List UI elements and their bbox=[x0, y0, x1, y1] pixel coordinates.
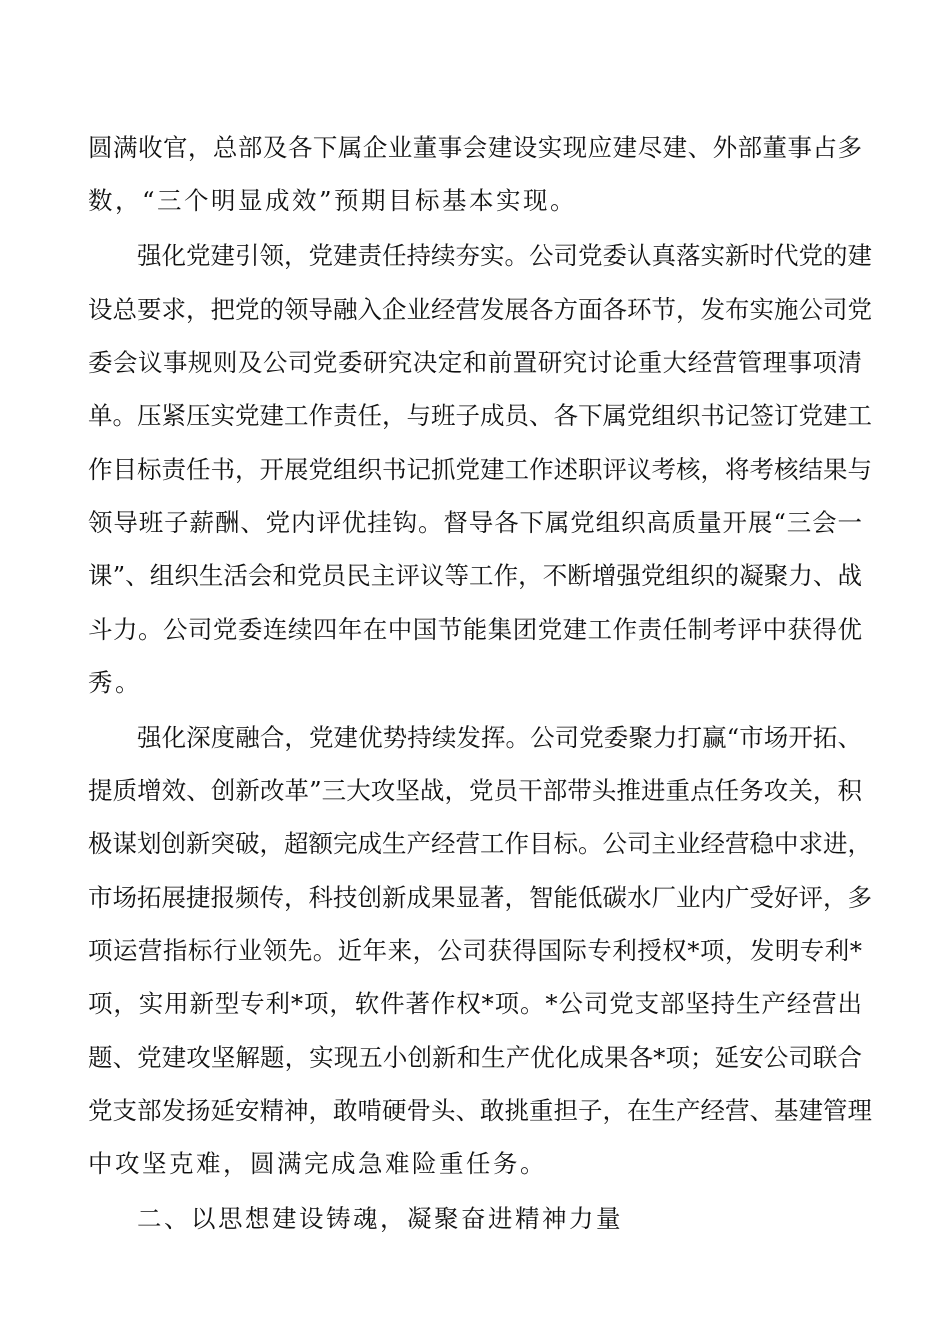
body-text-line: 项，实用新型专利*项，软件著作权*项。*公司党支部坚持生产经营出 bbox=[88, 989, 862, 1018]
body-text-line: 极谋划创新突破，超额完成生产经营工作目标。公司主业经营稳中求进， bbox=[88, 829, 872, 858]
body-text-line: 党支部发扬延安精神，敢啃硬骨头、敢挑重担子，在生产经营、基建管理 bbox=[88, 1096, 872, 1125]
body-text-line: 单。压紧压实党建工作责任，与班子成员、各下属党组织书记签订党建工 bbox=[88, 401, 872, 430]
section-heading: 二、以思想建设铸魂，凝聚奋进精神力量 bbox=[137, 1204, 623, 1233]
body-text-line: 斗力。公司党委连续四年在中国节能集团党建工作责任制考评中获得优 bbox=[88, 615, 862, 644]
body-text-line: 中攻坚克难，圆满完成急难险重任务。 bbox=[88, 1149, 547, 1178]
paragraph-heading-line: 强化深度融合，党建优势持续发挥。公司党委聚力打赢“市场开拓、 bbox=[137, 723, 862, 752]
body-text-line: 数，“三个明显成效”预期目标基本实现。 bbox=[88, 186, 578, 215]
body-text-line: 提质增效、创新改革”三大攻坚战，党员干部带头推进重点任务攻关，积 bbox=[88, 776, 862, 805]
body-text-line: 圆满收官，总部及各下属企业董事会建设实现应建尽建、外部董事占多 bbox=[88, 133, 862, 162]
body-text-line: 课”、组织生活会和党员民主评议等工作，不断增强党组织的凝聚力、战 bbox=[88, 561, 862, 590]
body-text-line: 市场拓展捷报频传，科技创新成果显著，智能低碳水厂业内广受好评，多 bbox=[88, 883, 872, 912]
body-text-line: 秀。 bbox=[88, 668, 142, 697]
body-text-line: 委会议事规则及公司党委研究决定和前置研究讨论重大经营管理事项清 bbox=[88, 348, 862, 377]
paragraph-heading-line: 强化党建引领，党建责任持续夯实。公司党委认真落实新时代党的建 bbox=[137, 241, 872, 270]
body-text-line: 领导班子薪酬、党内评优挂钩。督导各下属党组织高质量开展“三会一 bbox=[88, 508, 862, 537]
body-text-line: 项运营指标行业领先。近年来，公司获得国际专利授权*项，发明专利* bbox=[88, 936, 862, 965]
body-text-line: 作目标责任书，开展党组织书记抓党建工作述职评议考核，将考核结果与 bbox=[88, 455, 872, 484]
body-text-line: 设总要求，把党的领导融入企业经营发展各方面各环节，发布实施公司党 bbox=[88, 295, 872, 324]
body-text-line: 题、党建攻坚解题，实现五小创新和生产优化成果各*项；延安公司联合 bbox=[88, 1043, 862, 1072]
